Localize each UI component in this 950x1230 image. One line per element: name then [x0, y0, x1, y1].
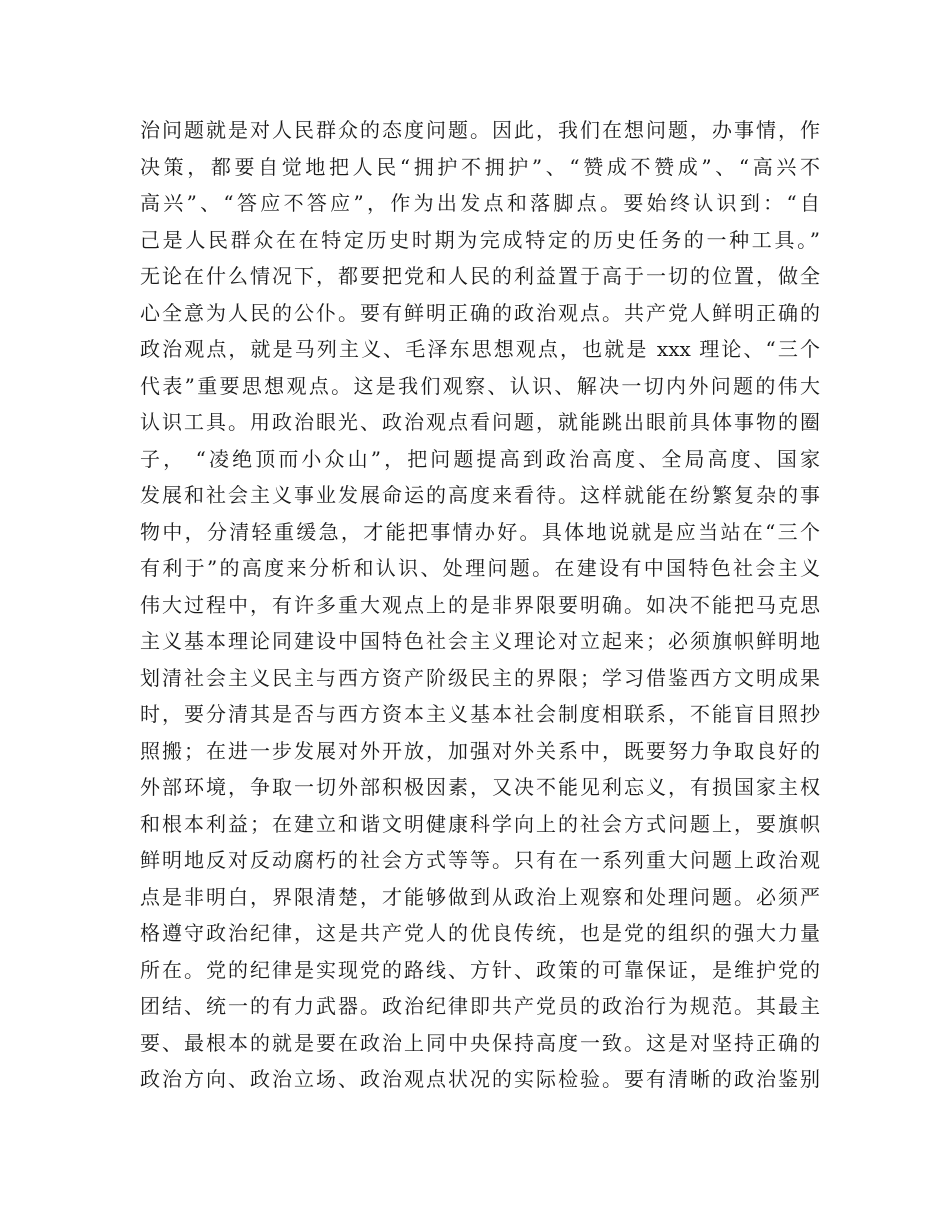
- text-line: 政治方向、政治立场、政治观点状况的实际检验。要有清晰的政治鉴别: [140, 1067, 820, 1091]
- text-line: 外部环境，争取一切外部积极因素，又决不能见利忘义，有损国家主权: [140, 775, 820, 799]
- text-line: 划清社会主义民主与西方资产阶级民主的界限；学习借鉴西方文明成果: [140, 665, 820, 690]
- text-line: 代表”重要思想观点。这是我们观察、认识、解决一切内外问题的伟大: [140, 373, 820, 398]
- text-line: 物中，分清轻重缓急，才能把事情办好。具体地说就是应当站在“三个: [140, 519, 820, 544]
- body-text: [140, 112, 820, 1098]
- text-line: 点是非明白，界限清楚，才能够做到从政治上观察和处理问题。必须严: [140, 884, 820, 909]
- text-line: 团结、统一的有力武器。政治纪律即共产党员的政治行为规范。其最主: [140, 994, 820, 1018]
- text-line: 发展和社会主义事业发展命运的高度来看待。这样就能在纷繁复杂的事: [140, 483, 820, 507]
- text-line: 所在。党的纪律是实现党的路线、方针、政策的可靠保证，是维护党的: [140, 957, 820, 982]
- text-line: 照搬；在进一步发展对外开放，加强对外关系中，既要努力争取良好的: [140, 738, 820, 763]
- text-line: 决策，都要自觉地把人民“拥护不拥护”、“赞成不赞成”、“高兴不: [140, 154, 820, 179]
- text-line: 子， “凌绝顶而小众山”，把问题提高到政治高度、全局高度、国家: [140, 446, 820, 471]
- text-line: 无论在什么情况下，都要把党和人民的利益置于高于一切的位置，做全: [140, 264, 820, 288]
- text-line: 政治观点，就是马列主义、毛泽东思想观点，也就是 xxx 理论、“三个: [140, 337, 820, 361]
- text-line: 伟大过程中，有许多重大观点上的是非界限要明确。如决不能把马克思: [140, 592, 820, 617]
- text-line: 治问题就是对人民群众的态度问题。因此，我们在想问题，办事情，作: [140, 118, 820, 142]
- text-line: 鲜明地反对反动腐朽的社会方式等等。只有在一系列重大问题上政治观: [140, 848, 820, 872]
- text-line: 认识工具。用政治眼光、政治观点看问题，就能跳出眼前具体事物的圈: [140, 410, 820, 434]
- text-line: 要、最根本的就是要在政治上同中央保持高度一致。这是对坚持正确的: [140, 1030, 820, 1055]
- text-line: 心全意为人民的公仆。要有鲜明正确的政治观点。共产党人鲜明正确的: [140, 300, 820, 325]
- text-line: 时，要分清其是否与西方资本主义基本社会制度相联系，不能盲目照抄: [140, 702, 820, 726]
- text-line: 格遵守政治纪律，这是共产党人的优良传统，也是党的组织的强大力量: [140, 921, 820, 945]
- text-line: 主义基本理论同建设中国特色社会主义理论对立起来；必须旗帜鲜明地: [140, 629, 820, 653]
- text-line: 己是人民群众在在特定历史时期为完成特定的历史任务的一种工具。”: [140, 227, 820, 252]
- text-line: 有利于”的高度来分析和认识、处理问题。在建设有中国特色社会主义: [140, 556, 820, 580]
- text-line: 和根本利益；在建立和谐文明健康科学向上的社会方式问题上，要旗帜: [140, 811, 820, 836]
- text-line: 高兴”、“答应不答应”，作为出发点和落脚点。要始终认识到：“自: [140, 191, 820, 215]
